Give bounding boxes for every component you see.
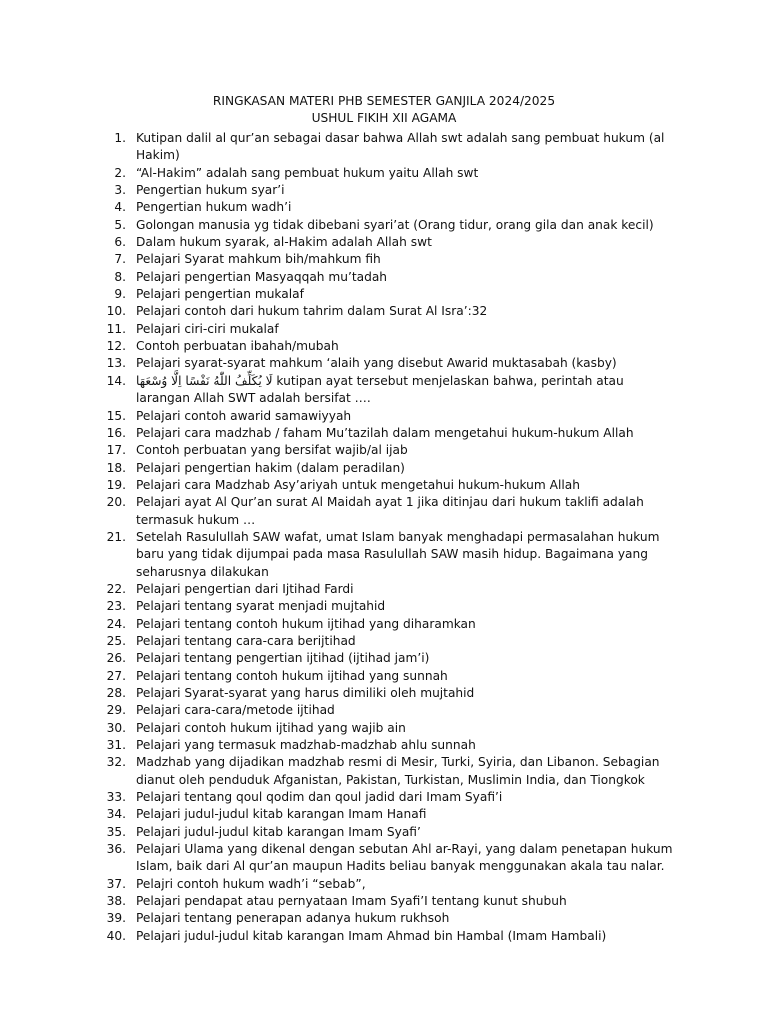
list-item-number: 34. — [106, 807, 126, 822]
list-item-text: Pelajari ciri-ciri mukalaf — [136, 321, 279, 336]
list-item-number: 32. — [106, 755, 126, 770]
list-item-text: Pelajari tentang contoh hukum ijtihad yang sunnah — [136, 668, 448, 683]
list-item-number: 31. — [106, 738, 126, 753]
list-item — [0, 910, 768, 927]
list-item — [0, 754, 768, 789]
list-item-number: 24. — [106, 616, 126, 631]
list-item-number: 38. — [106, 894, 126, 909]
list-item — [0, 460, 768, 477]
list-item — [0, 806, 768, 823]
list-item-text: Pelajari tentang pengertian ijtihad (ijtihad jam’i) — [136, 651, 430, 666]
list-item — [0, 234, 768, 251]
list-item — [0, 130, 768, 165]
list-item-text: Pelajari syarat-syarat mahkum ‘alaih yang disebut Awarid muktasabah (kasby) — [136, 356, 617, 371]
list-item-number: 12. — [106, 339, 126, 354]
list-item — [0, 650, 768, 667]
list-item-number: 9. — [114, 287, 126, 302]
list-item — [0, 165, 768, 182]
list-item — [0, 251, 768, 268]
list-item-text: Pelajari pengertian dari Ijtihad Fardi — [136, 581, 354, 596]
list-item-number: 23. — [106, 599, 126, 614]
list-item — [0, 182, 768, 199]
list-item-text: Pelajari contoh awarid samawiyyah — [136, 408, 352, 423]
list-item-text: Pelajari tentang contoh hukum ijtihad yang diharamkan — [136, 616, 476, 631]
list-item — [0, 425, 768, 442]
list-item-number: 15. — [106, 408, 126, 423]
list-item-number: 30. — [106, 720, 126, 735]
list-item — [0, 720, 768, 737]
list-item — [0, 824, 768, 841]
material-list — [0, 130, 768, 945]
list-item-text: Pelajari Syarat-syarat yang harus dimiliki oleh mujtahid — [136, 686, 475, 700]
list-item-text: Pelajari yang termasuk madzhab-madzhab ahlu sunnah — [136, 738, 476, 753]
list-item — [0, 269, 768, 286]
list-item-number: 3. — [114, 183, 126, 198]
list-item — [0, 286, 768, 303]
list-item-number: 17. — [106, 443, 126, 458]
list-item — [0, 477, 768, 494]
list-item-number: 10. — [106, 304, 126, 319]
list-item-number: 37. — [106, 876, 126, 891]
list-item-text: Pelajari ayat Al Qur’an surat Al Maidah ayat 1 jika ditinjau dari hukum taklifi adalah termasuk hukum … — [136, 495, 644, 527]
list-item-text: Pelajari pengertian hakim (dalam peradilan) — [136, 460, 405, 475]
list-item — [0, 633, 768, 650]
list-item-text: Pelajari tentang qoul qodim dan qoul jadid dari Imam Syafi’i — [136, 790, 503, 805]
list-item — [0, 702, 768, 719]
list-item-text: Pelajari Ulama yang dikenal dengan sebutan Ahl ar-Rayi, yang dalam penetapan hukum Islam, baik dari Al qur’an maupun Hadits beliau banyak menggunakan akala tau nalar. — [136, 842, 673, 874]
document-title: RINGKASAN MATERI PHB SEMESTER GANJILA 2024/2025 — [212, 94, 556, 108]
list-item — [0, 217, 768, 234]
list-item-number: 36. — [106, 842, 126, 857]
list-item-text: Pelajari tentang syarat menjadi mujtahid — [136, 599, 386, 614]
list-item-number: 40. — [106, 928, 126, 943]
list-item-number: 14. — [106, 373, 126, 388]
list-item-number: 26. — [106, 651, 126, 666]
list-item-text: Madzhab yang dijadikan madzhab resmi di Mesir, Turki, Syiria, dan Libanon. Sebagian dianut oleh penduduk Afganistan, Pakistan, Turkistan, Muslimin India, dan Tiongkok — [136, 755, 660, 787]
list-item — [0, 928, 768, 945]
list-item — [0, 876, 768, 893]
list-item-number: 21. — [106, 529, 126, 544]
list-item-text: Pelajari pengertian Masyaqqah mu’tadah — [136, 269, 388, 284]
list-item-number: 6. — [114, 235, 126, 250]
list-item-number: 7. — [114, 252, 126, 267]
list-item-text: Pelajri contoh hukum wadh’i “sebab”, — [136, 876, 366, 891]
list-item-number: 22. — [106, 581, 126, 596]
list-item-number: 13. — [106, 356, 126, 371]
list-item-text: Kutipan dalil al qur’an sebagai dasar bahwa Allah swt adalah sang pembuat hukum (al Hakim) — [136, 131, 665, 163]
list-item-text: Pelajari pendapat atau pernyataan Imam Syafi’I tentang kunut shubuh — [136, 894, 567, 909]
list-item — [0, 442, 768, 459]
list-item-number: 18. — [106, 460, 126, 475]
arabic-verse: لَا يُكَلِّفُ اللّٰهُ نَفْسًا اِلَّا وُسْعَهَا — [136, 373, 273, 388]
document-subtitle: USHUL FIKIH XII AGAMA — [311, 111, 457, 125]
list-item — [0, 529, 768, 581]
list-item-text: Pelajari judul-judul kitab karangan Imam Ahmad bin Hambal (Imam Hambali) — [136, 928, 607, 943]
list-item-text: Pelajari cara madzhab / faham Mu’tazilah dalam mengetahui hukum-hukum Allah — [136, 425, 634, 440]
list-item-text: Setelah Rasulullah SAW wafat, umat Islam banyak menghadapi permasalahan hukum baru yang tidak dijumpai pada masa Rasulullah SAW masih hidup. Bagaimana yang seharusnya dilakukan — [136, 529, 660, 579]
list-item-text: Pengertian hukum syar’i — [136, 183, 285, 198]
list-item-text — [136, 373, 676, 408]
list-item-text: Contoh perbuatan ibahah/mubah — [136, 339, 339, 354]
list-item-number: 39. — [106, 911, 126, 926]
list-item-text: Pengertian hukum wadh’i — [136, 200, 292, 215]
list-item-number: 16. — [106, 425, 126, 440]
list-item-number: 19. — [106, 477, 126, 492]
list-item-number: 1. — [114, 131, 126, 145]
list-item-text: Contoh perbuatan yang bersifat wajib/al ijab — [136, 443, 408, 458]
list-item-text-rest: kutipan ayat tersebut menjelaskan bahwa, perintah atau larangan Allah SWT adalah bersifat …. — [136, 373, 624, 406]
list-item — [0, 789, 768, 806]
list-item-number: 27. — [106, 668, 126, 683]
list-item-number: 33. — [106, 790, 126, 805]
list-item — [0, 303, 768, 320]
list-item — [0, 685, 768, 702]
list-item-number: 29. — [106, 703, 126, 718]
list-item-number: 11. — [106, 321, 126, 336]
list-item-text: Pelajari judul-judul kitab karangan Imam Hanafi — [136, 807, 427, 822]
list-item-text: “Al-Hakim” adalah sang pembuat hukum yaitu Allah swt — [136, 165, 479, 180]
list-item — [0, 355, 768, 372]
list-item-number: 5. — [114, 217, 126, 232]
list-item — [0, 321, 768, 338]
list-item-text: Pelajari pengertian mukalaf — [136, 287, 304, 302]
list-item-number: 25. — [106, 633, 126, 648]
list-item-text: Pelajari tentang cara-cara berijtihad — [136, 633, 356, 648]
list-item-number: 8. — [114, 269, 126, 284]
list-item-text: Golongan manusia yg tidak dibebani syari’at (Orang tidur, orang gila dan anak kecil) — [136, 217, 654, 232]
list-item — [0, 598, 768, 615]
list-item-text: Pelajari contoh hukum ijtihad yang wajib ain — [136, 720, 406, 735]
list-item-number: 28. — [106, 686, 126, 700]
list-item — [0, 893, 768, 910]
list-item — [0, 408, 768, 425]
list-item — [0, 338, 768, 355]
list-item-number: 4. — [114, 200, 126, 215]
list-item — [0, 581, 768, 598]
list-item-text: Dalam hukum syarak, al-Hakim adalah Allah swt — [136, 235, 432, 250]
list-item — [0, 668, 768, 685]
list-item-text: Pelajari judul-judul kitab karangan Imam Syafi’ — [136, 824, 421, 839]
list-item-text: Pelajari tentang penerapan adanya hukum rukhsoh — [136, 911, 450, 926]
list-item-text: Pelajari cara Madzhab Asy’ariyah untuk mengetahui hukum-hukum Allah — [136, 477, 580, 492]
list-item-number: 2. — [114, 165, 126, 180]
list-item — [0, 737, 768, 754]
list-item — [0, 841, 768, 876]
list-item — [0, 373, 768, 408]
list-item — [0, 199, 768, 216]
list-item — [0, 494, 768, 529]
list-item-text: Pelajari Syarat mahkum bih/mahkum fih — [136, 252, 381, 267]
list-item-text: Pelajari contoh dari hukum tahrim dalam Surat Al Isra’:32 — [136, 304, 488, 319]
list-item-number: 20. — [106, 495, 126, 510]
list-item-text: Pelajari cara-cara/metode ijtihad — [136, 703, 335, 718]
list-item — [0, 616, 768, 633]
list-item-number: 35. — [106, 824, 126, 839]
